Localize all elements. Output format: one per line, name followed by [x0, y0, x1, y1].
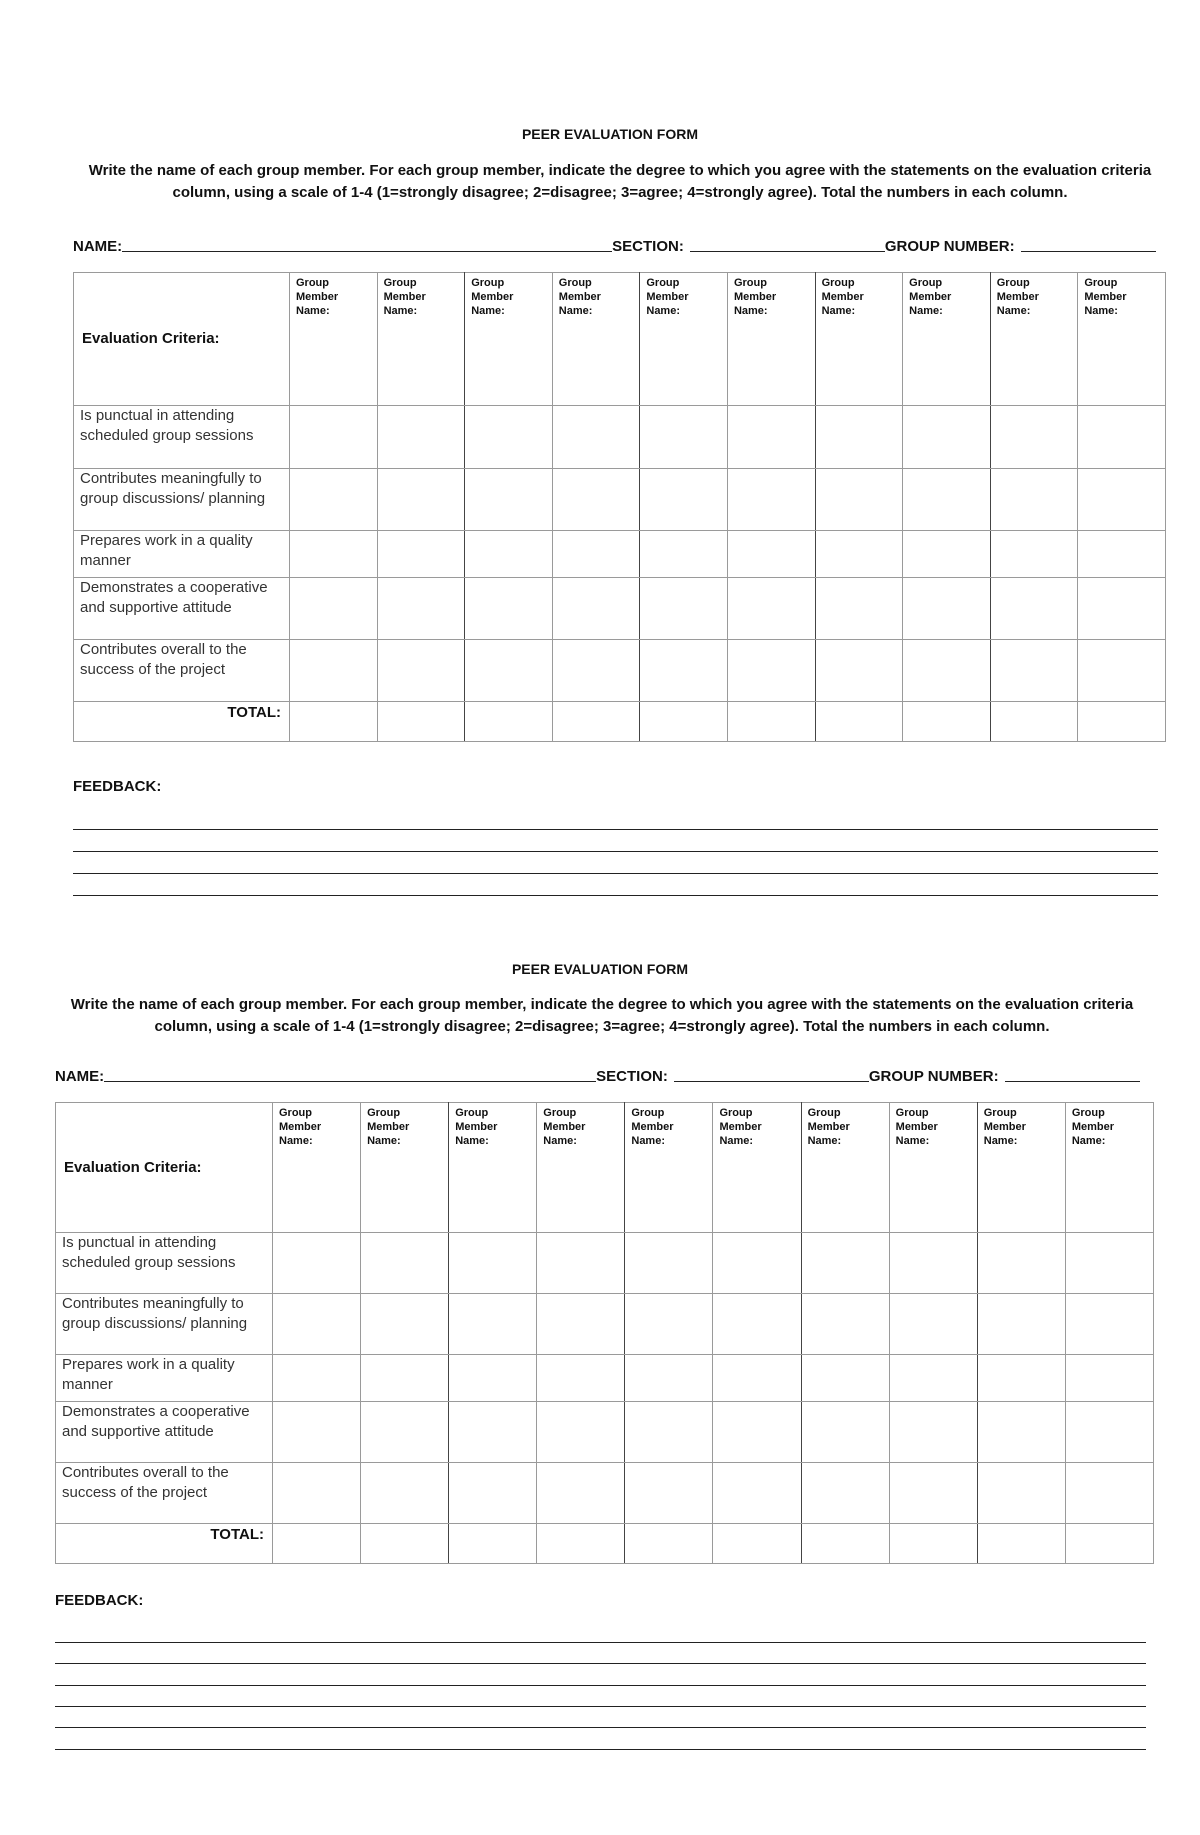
score-cell[interactable] [1065, 1463, 1153, 1524]
section-field[interactable] [674, 1080, 869, 1082]
criterion-label: Prepares work in a quality manner [74, 531, 290, 578]
score-cell[interactable] [801, 1402, 889, 1463]
member-name-header[interactable]: Group Member Name: [537, 1103, 625, 1233]
criterion-label: Is punctual in attending scheduled group sessions [56, 1233, 273, 1294]
score-cell[interactable] [449, 1463, 537, 1524]
score-cell[interactable] [1065, 1355, 1153, 1402]
total-cell[interactable] [801, 1524, 889, 1564]
member-name-header[interactable]: Group Member Name: [273, 1103, 361, 1233]
criteria-row [56, 1233, 1154, 1294]
total-row [56, 1524, 1154, 1564]
score-cell[interactable] [1065, 1233, 1153, 1294]
score-cell[interactable] [977, 1294, 1065, 1355]
score-cell[interactable] [537, 1294, 625, 1355]
total-cell[interactable] [361, 1524, 449, 1564]
total-cell[interactable] [713, 1524, 801, 1564]
score-cell[interactable] [273, 1294, 361, 1355]
name-label: NAME: [55, 1068, 105, 1085]
total-cell[interactable] [977, 1524, 1065, 1564]
score-cell[interactable] [273, 1463, 361, 1524]
score-cell[interactable] [977, 1463, 1065, 1524]
info-row [55, 1068, 1140, 1085]
form-instructions: Write the name of each group member. For each group member, indicate the degree to which you agree with the statements on the evaluation criteria column, using a scale of 1-4 (1=strongly disagree; 2=disagree; 3=agree; 4=strongly agree). Total the numbers in each column. [88, 162, 1152, 201]
total-cell[interactable] [537, 1524, 625, 1564]
criteria-row [56, 1402, 1154, 1463]
member-name-header[interactable]: Group Member Name: [727, 273, 815, 406]
member-name-header[interactable]: Group Member Name: [815, 273, 903, 406]
score-cell[interactable] [713, 1355, 801, 1402]
feedback-line[interactable] [55, 1727, 1146, 1728]
member-name-header[interactable]: Group Member Name: [465, 273, 553, 406]
score-cell[interactable] [713, 1402, 801, 1463]
total-cell[interactable] [1065, 1524, 1153, 1564]
section-label: SECTION: [596, 1068, 668, 1085]
member-name-header[interactable]: Group Member Name: [552, 273, 640, 406]
score-cell[interactable] [1065, 1402, 1153, 1463]
member-name-header[interactable]: Group Member Name: [361, 1103, 449, 1233]
group-number-label: GROUP NUMBER: [868, 1068, 999, 1085]
feedback-line[interactable] [55, 1749, 1146, 1750]
group-number-field[interactable] [1005, 1080, 1140, 1082]
criteria-header: Evaluation Criteria: [56, 1103, 273, 1233]
member-name-header[interactable]: Group Member Name: [1078, 273, 1166, 406]
criteria-header: Evaluation Criteria: [74, 273, 290, 406]
score-cell[interactable] [713, 1233, 801, 1294]
score-cell[interactable] [625, 1355, 713, 1402]
score-cell[interactable] [537, 1463, 625, 1524]
score-cell[interactable] [449, 1402, 537, 1463]
feedback-line[interactable] [55, 1685, 1146, 1686]
score-cell[interactable] [537, 1355, 625, 1402]
score-cell[interactable] [625, 1233, 713, 1294]
name-field[interactable] [104, 1080, 596, 1082]
member-name-header[interactable]: Group Member Name: [713, 1103, 801, 1233]
feedback-line[interactable] [55, 1642, 1146, 1643]
score-cell[interactable] [625, 1463, 713, 1524]
score-cell[interactable] [273, 1233, 361, 1294]
feedback-line[interactable] [55, 1663, 1146, 1664]
score-cell[interactable] [889, 1294, 977, 1355]
feedback-label: FEEDBACK: [55, 1592, 144, 1609]
feedback-line[interactable] [55, 1706, 1146, 1707]
member-name-header[interactable]: Group Member Name: [377, 273, 465, 406]
group-number-label: GROUP NUMBER: [884, 238, 1015, 255]
criterion-label: Prepares work in a quality manner [56, 1355, 273, 1402]
score-cell[interactable] [889, 1402, 977, 1463]
score-cell[interactable] [977, 1402, 1065, 1463]
member-name-header[interactable]: Group Member Name: [889, 1103, 977, 1233]
score-cell[interactable] [889, 1463, 977, 1524]
member-name-header[interactable]: Group Member Name: [990, 273, 1078, 406]
score-cell[interactable] [273, 1355, 361, 1402]
member-name-header[interactable]: Group Member Name: [640, 273, 728, 406]
section-label: SECTION: [612, 238, 684, 255]
score-cell[interactable] [361, 1402, 449, 1463]
score-cell[interactable] [361, 1233, 449, 1294]
score-cell[interactable] [801, 1294, 889, 1355]
total-label: TOTAL: [56, 1524, 273, 1564]
name-label: NAME: [73, 238, 123, 255]
total-cell[interactable] [625, 1524, 713, 1564]
score-cell[interactable] [801, 1233, 889, 1294]
member-name-header[interactable]: Group Member Name: [801, 1103, 889, 1233]
criterion-label: Is punctual in attending scheduled group sessions [74, 406, 290, 469]
form-title: PEER EVALUATION FORM [521, 126, 699, 142]
score-cell[interactable] [449, 1233, 537, 1294]
member-name-header[interactable]: Group Member Name: [903, 273, 991, 406]
member-name-header[interactable]: Group Member Name: [449, 1103, 537, 1233]
criteria-row [56, 1355, 1154, 1402]
score-cell[interactable] [977, 1233, 1065, 1294]
score-cell[interactable] [537, 1233, 625, 1294]
score-cell[interactable] [361, 1294, 449, 1355]
evaluation-table [55, 1102, 1154, 1564]
total-cell[interactable] [449, 1524, 537, 1564]
criterion-label: Contributes meaningfully to group discussions/ planning [74, 469, 290, 531]
score-cell[interactable] [801, 1463, 889, 1524]
score-cell[interactable] [537, 1402, 625, 1463]
member-name-header[interactable]: Group Member Name: [1065, 1103, 1153, 1233]
score-cell[interactable] [361, 1355, 449, 1402]
score-cell[interactable] [713, 1294, 801, 1355]
score-cell[interactable] [1065, 1294, 1153, 1355]
score-cell[interactable] [625, 1294, 713, 1355]
score-cell[interactable] [625, 1402, 713, 1463]
member-name-header[interactable]: Group Member Name: [977, 1103, 1065, 1233]
criterion-label: Demonstrates a cooperative and supportive attitude [56, 1402, 273, 1463]
criteria-row [56, 1463, 1154, 1524]
feedback-label: FEEDBACK: [73, 778, 162, 795]
score-cell[interactable] [977, 1355, 1065, 1402]
criteria-row [56, 1294, 1154, 1355]
score-cell[interactable] [889, 1233, 977, 1294]
score-cell[interactable] [361, 1463, 449, 1524]
score-cell[interactable] [713, 1463, 801, 1524]
member-name-header[interactable]: Group Member Name: [625, 1103, 713, 1233]
total-cell[interactable] [889, 1524, 977, 1564]
form-instructions: Write the name of each group member. For each group member, indicate the degree to which you agree with the statements on the evaluation criteria column, using a scale of 1-4 (1=strongly disagree; 2=disagree; 3=agree; 4=strongly agree). Total the numbers in each column. [70, 996, 1134, 1035]
criterion-label: Contributes overall to the success of the project [74, 640, 290, 702]
score-cell[interactable] [273, 1402, 361, 1463]
total-label: TOTAL: [74, 702, 290, 742]
member-name-header[interactable]: Group Member Name: [290, 273, 378, 406]
criterion-label: Contributes meaningfully to group discussions/ planning [56, 1294, 273, 1355]
score-cell[interactable] [449, 1294, 537, 1355]
criterion-label: Contributes overall to the success of the project [56, 1463, 273, 1524]
form-title: PEER EVALUATION FORM [511, 961, 689, 977]
score-cell[interactable] [889, 1355, 977, 1402]
criterion-label: Demonstrates a cooperative and supportive attitude [74, 578, 290, 640]
score-cell[interactable] [801, 1355, 889, 1402]
score-cell[interactable] [449, 1355, 537, 1402]
total-cell[interactable] [273, 1524, 361, 1564]
